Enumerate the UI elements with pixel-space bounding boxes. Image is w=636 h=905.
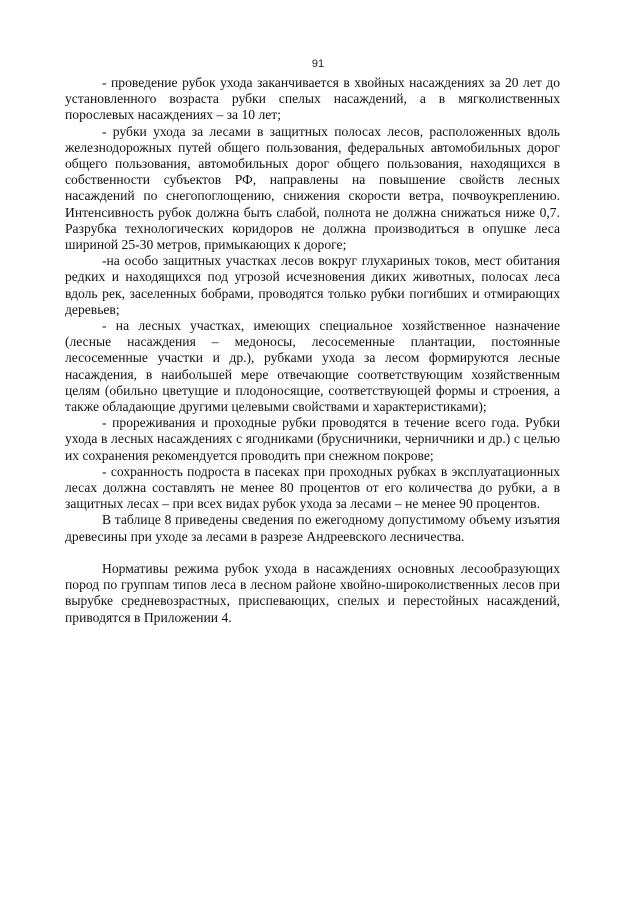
paragraph-undergrowth-preservation: - сохранность подроста в пасеках при проходных рубках в эксплуатационных лесах должна составлять не менее 80 процентов от его количества до рубки, а в защитных лесах – при всех видах рубок ухода за лесами – не менее 90 процентов. [65, 463, 560, 512]
paragraph-year-round-thinning: - прореживания и проходные рубки проводятся в течение всего года. Рубки ухода в лесных насаждениях с ягодниками (брусничники, черничники и др.) с целью их сохранения рекомендуется проводить при снежном покрове; [65, 415, 560, 463]
document-body [65, 75, 560, 626]
paragraph-special-protection-areas: -на особо защитных участках лесов вокруг глухариных токов, мест обитания редких и находящихся под угрозой исчезновения диких животных, полосах леса вдоль рек, заселенных бобрами, проводятся только рубки погибших и отмирающих деревьев; [65, 253, 560, 317]
paragraph-protective-strips: - рубки ухода за лесами в защитных полосах лесов, расположенных вдоль железнодорожных путей общего пользования, федеральных автомобильных дорог общего пользования, автомобильных дорог общего пользования, находящихся в собственности субъектов РФ, направлены на повышение свойств лесных насаждений по снегопоглощению, снижения скорости ветра, почвоукреплению. Интенсивность рубок должна быть слабой, полнота не должна снижаться ниже 0,7. Разрубка технологических коридоров не должна производиться в опушке леса шириной 25-30 метров, примыкающих к дороге; [65, 123, 560, 253]
paragraph-special-purpose-plots: - на лесных участках, имеющих специальное хозяйственное назначение (лесные насаждения – медоносы, лесосеменные плантации, постоянные лесосеменные участки и др.), рубками ухода за лесом формируются лесные насаждения, в наибольшей мере отвечающие соответствующим хозяйственным целям (обильно цветущие и плодоносящие, соответствующей формы и строения, а также обладающие другими целевыми свойствами и характеристиками); [65, 318, 560, 415]
paragraph-appendix-4-reference: Нормативы режима рубок ухода в насаждениях основных лесообразующих пород по группам типов леса в лесном районе хвойно-широколиственных лесов при вырубке средневозрастных, приспевающих, спелых и перестойных насаждений, приводятся в Приложении 4. [65, 560, 560, 625]
paragraph-thinning-completion: - проведение рубок ухода заканчивается в хвойных насаждениях за 20 лет до установленного возраста рубки спелых насаждений, а в мягколиственных порослевых насаждениях – за 10 лет; [65, 75, 560, 123]
page-number: 91 [311, 58, 325, 70]
paragraph-table-8-reference: В таблице 8 приведены сведения по ежегодному допустимому объему изъятия древесины при уходе за лесами в разрезе Андреевского лесничества. [65, 512, 560, 544]
